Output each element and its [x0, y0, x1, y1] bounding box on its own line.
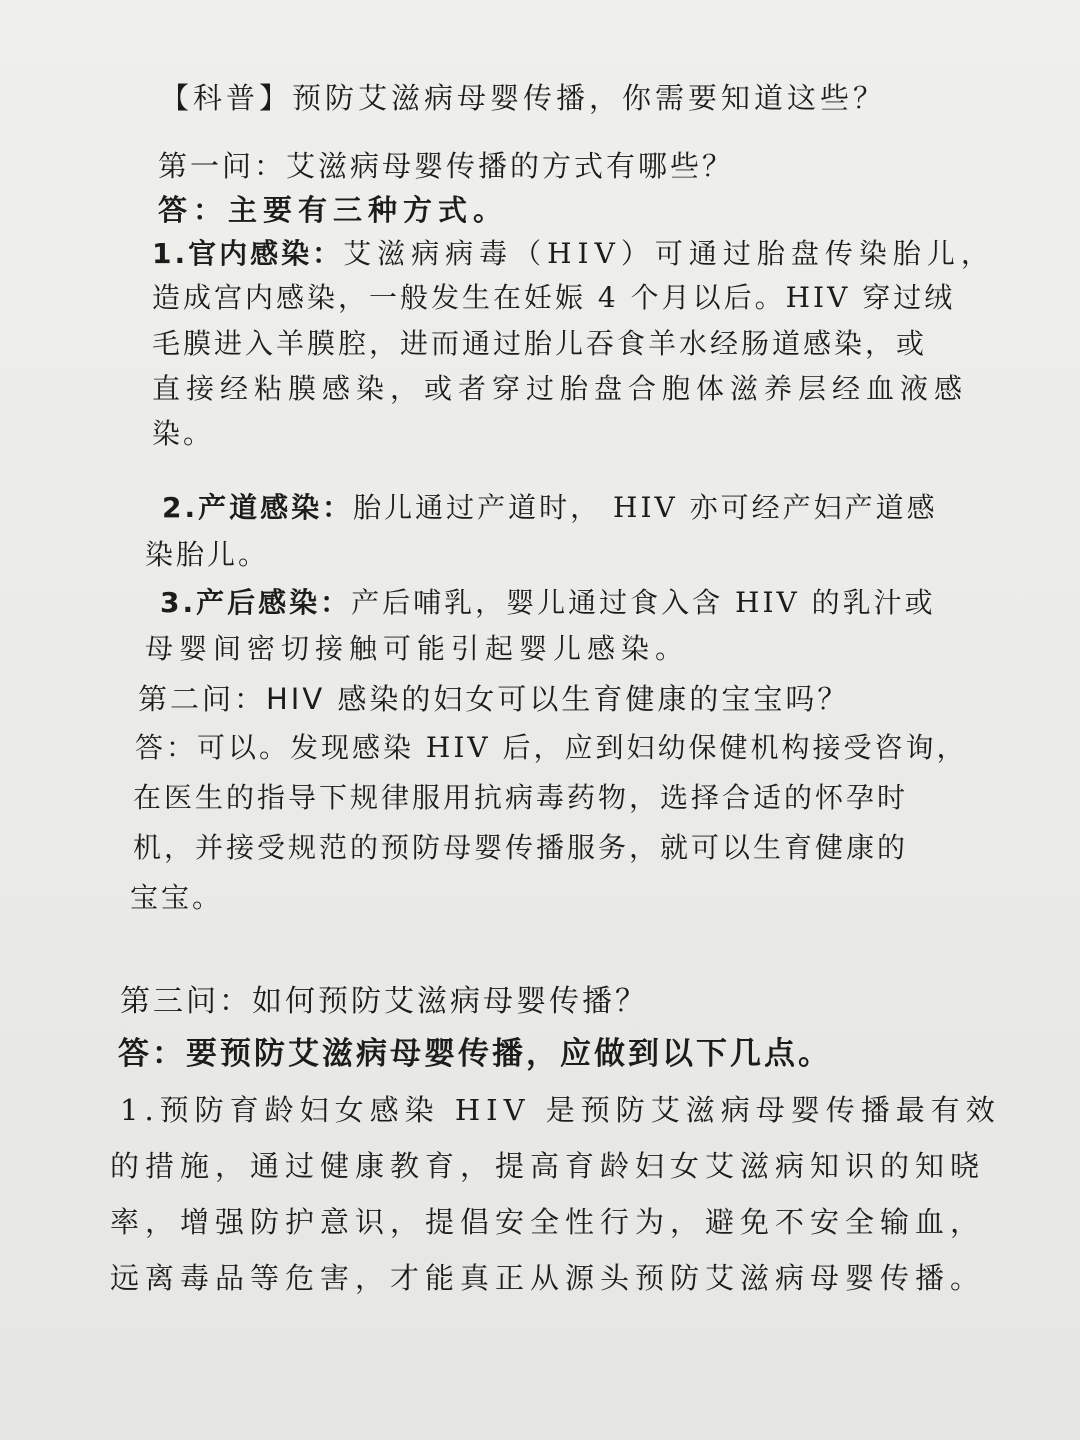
q1-item2-line1 [162, 488, 938, 528]
q3-item1-line2: 的措施，通过健康教育，提高育龄妇女艾滋病知识的知晓 [110, 1149, 986, 1183]
q1-item2-text: 胎儿通过产道时， HIV 亦可经产妇产道感 [353, 491, 938, 524]
q3-item1-line1: 1.预防育龄妇女感染 HIV 是预防艾滋病母婴传播最有效 [120, 1093, 1001, 1127]
q1-item1-line3: 毛膜进入羊膜腔，进而通过胎儿吞食羊水经肠道感染，或 [152, 327, 928, 360]
q2-answer-line3: 机，并接受规范的预防母婴传播服务，就可以生育健康的 [133, 831, 909, 864]
q1-item3-text: 产后哺乳，婴儿通过食入含 HIV 的乳汁或 [351, 586, 936, 619]
q1-item2-label: 2.产道感染： [162, 491, 354, 524]
q2-answer-line4: 宝宝。 [130, 881, 224, 914]
q2-question: 第二问：HIV 感染的妇女可以生育健康的宝宝吗？ [138, 682, 850, 716]
q1-item2-line2: 染胎儿。 [145, 538, 270, 571]
q1-item1-line5: 染。 [152, 417, 215, 450]
q3-answer: 答：要预防艾滋病母婴传播，应做到以下几点。 [118, 1036, 832, 1072]
q1-item1-line4: 直接经粘膜感染，或者穿过胎盘合胞体滋养层经血液感 [152, 372, 969, 405]
q1-item1-line1 [152, 234, 995, 274]
q1-item3-line2: 母婴间密切接触可能引起婴儿感染。 [145, 632, 690, 665]
q2-answer-line1: 答：可以。发现感染 HIV 后，应到妇幼保健机构接受咨询， [135, 731, 968, 764]
q2-answer-line2: 在医生的指导下规律服用抗病毒药物，选择合适的怀孕时 [133, 781, 909, 814]
document-title: 【科普】预防艾滋病母婴传播，你需要知道这些？ [160, 81, 887, 115]
q1-item3-label: 3.产后感染： [160, 586, 352, 619]
q1-item1-label: 1.官内感染： [152, 237, 344, 270]
q1-answer: 答：主要有三种方式。 [158, 193, 509, 227]
q3-question: 第三问：如何预防艾滋病母婴传播？ [120, 984, 648, 1019]
q1-item1-text: 艾滋病病毒（HIV）可通过胎盘传染胎儿， [343, 237, 995, 270]
q3-item1-line3: 率，增强防护意识，提倡安全性行为，避免不安全输血， [110, 1205, 986, 1239]
q1-question: 第一问：艾滋病母婴传播的方式有哪些？ [158, 149, 735, 183]
q3-item1-line4: 远离毒品等危害，才能真正从源头预防艾滋病母婴传播。 [110, 1261, 986, 1295]
q1-item3-line1 [160, 583, 936, 623]
q1-item1-line2: 造成宫内感染，一般发生在妊娠 4 个月以后。HIV 穿过绒 [152, 281, 956, 314]
